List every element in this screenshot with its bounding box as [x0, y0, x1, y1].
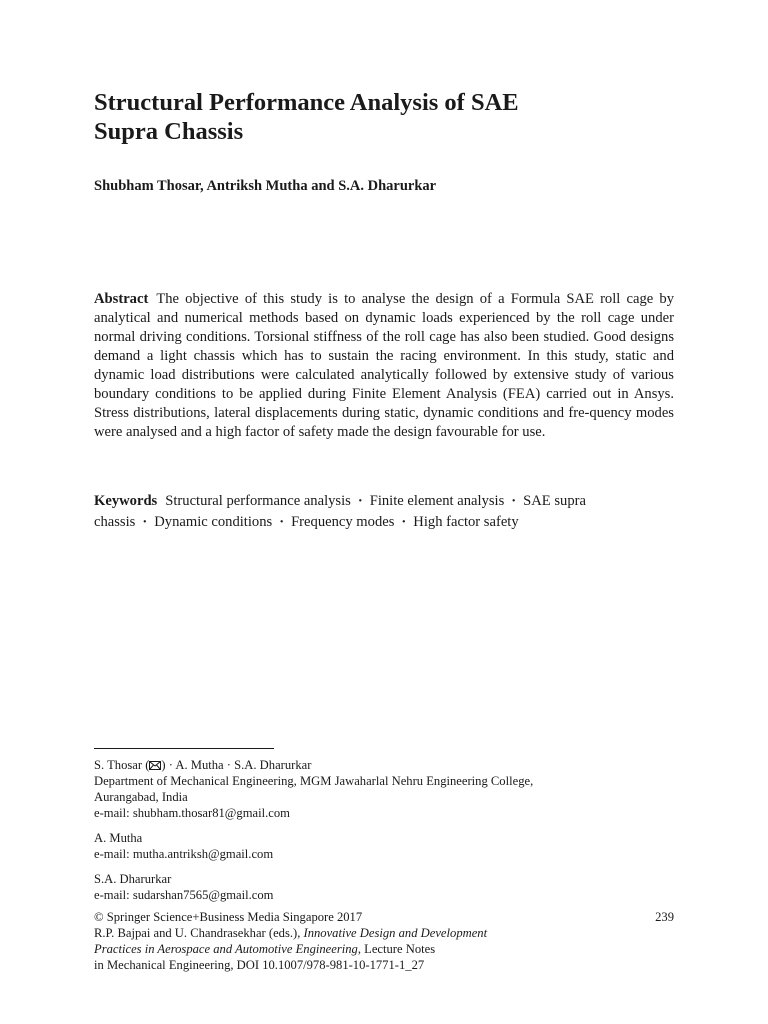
book-editors: R.P. Bajpai and U. Chandrasekhar (eds.),: [94, 926, 304, 940]
footnote-rule: [94, 748, 274, 749]
location: Aurangabad, India: [94, 790, 188, 804]
keyword-item: Structural performance analysis: [165, 493, 351, 509]
author-line: [94, 757, 674, 773]
author-line-start: S. Thosar (: [94, 758, 150, 772]
keyword-separator: ·: [511, 493, 517, 509]
title-line-1: Structural Performance Analysis of SAE: [94, 89, 519, 116]
keywords-label: Keywords: [94, 493, 158, 509]
citation-line-3: in Mechanical Engineering, DOI 10.1007/978-981-10-1771-1_27: [94, 958, 425, 972]
email-mutha: e-mail: mutha.antriksh@gmail.com: [94, 847, 274, 861]
citation-line-1: [94, 925, 674, 941]
keyword-item: Frequency modes: [291, 514, 395, 530]
footnote-block-1: [94, 757, 674, 821]
keyword-item: High factor safety: [413, 514, 519, 530]
title-line-2: Supra Chassis: [94, 118, 244, 145]
book-title-part-2: Practices in Aerospace and Automotive Engineering: [94, 942, 358, 956]
keyword-separator: ·: [142, 514, 148, 530]
envelope-icon: [149, 761, 161, 770]
keywords: [94, 491, 674, 533]
citation-line-2: [94, 941, 674, 957]
author-line-end: ) · A. Mutha · S.A. Dharurkar: [161, 758, 312, 772]
abstract-text: The objective of this study is to analyse the design of a Formula SAE roll cage by analytical and numerical methods based on dynamic loads experienced by the roll cage under normal driving conditions. Torsional stiffness of the roll cage has also been studied. Good designs demand a light chassis which has to sustain the racing environment. In this study, static and dynamic load distributions were calculated analytically followed by extensive study of various boundary conditions to be applied during Finite Element Analysis (FEA) carried out in Ansys. Stress distributions, lateral displacements during static, dynamic conditions and fre-quency modes were analysed and a high factor of safety made the design favourable for use.: [94, 291, 674, 440]
keyword-separator: ·: [279, 514, 285, 530]
keyword-item: Dynamic conditions: [154, 514, 273, 530]
copyright-row: [94, 909, 674, 925]
author-list: Shubham Thosar, Antriksh Mutha and S.A. Dharurkar: [94, 178, 437, 194]
copyright-line: © Springer Science+Business Media Singapore 2017: [94, 910, 363, 924]
author-footnotes: [94, 757, 674, 912]
footnote-block-3: [94, 871, 674, 903]
page-number: 239: [655, 910, 674, 924]
book-title-part-1: Innovative Design and Development: [303, 926, 488, 940]
footnote-block-2: [94, 830, 674, 862]
email-dharurkar: e-mail: sudarshan7565@gmail.com: [94, 888, 274, 902]
series-part-1: , Lecture Notes: [357, 942, 436, 956]
affiliation: Department of Mechanical Engineering, MGM Jawaharlal Nehru Engineering College,: [94, 774, 534, 788]
author-name-mutha: A. Mutha: [94, 831, 143, 845]
keyword-item: Finite element analysis: [369, 493, 505, 509]
keyword-separator: ·: [401, 514, 407, 530]
copyright-block: [94, 909, 674, 973]
author-name-dharurkar: S.A. Dharurkar: [94, 872, 172, 886]
abstract: [94, 290, 674, 442]
keyword-item: SAE supra chassis: [94, 493, 586, 530]
email-thosar: e-mail: shubham.thosar81@gmail.com: [94, 806, 290, 820]
paper-title: [94, 88, 654, 146]
keyword-separator: ·: [357, 493, 363, 509]
abstract-label: Abstract: [94, 291, 149, 307]
